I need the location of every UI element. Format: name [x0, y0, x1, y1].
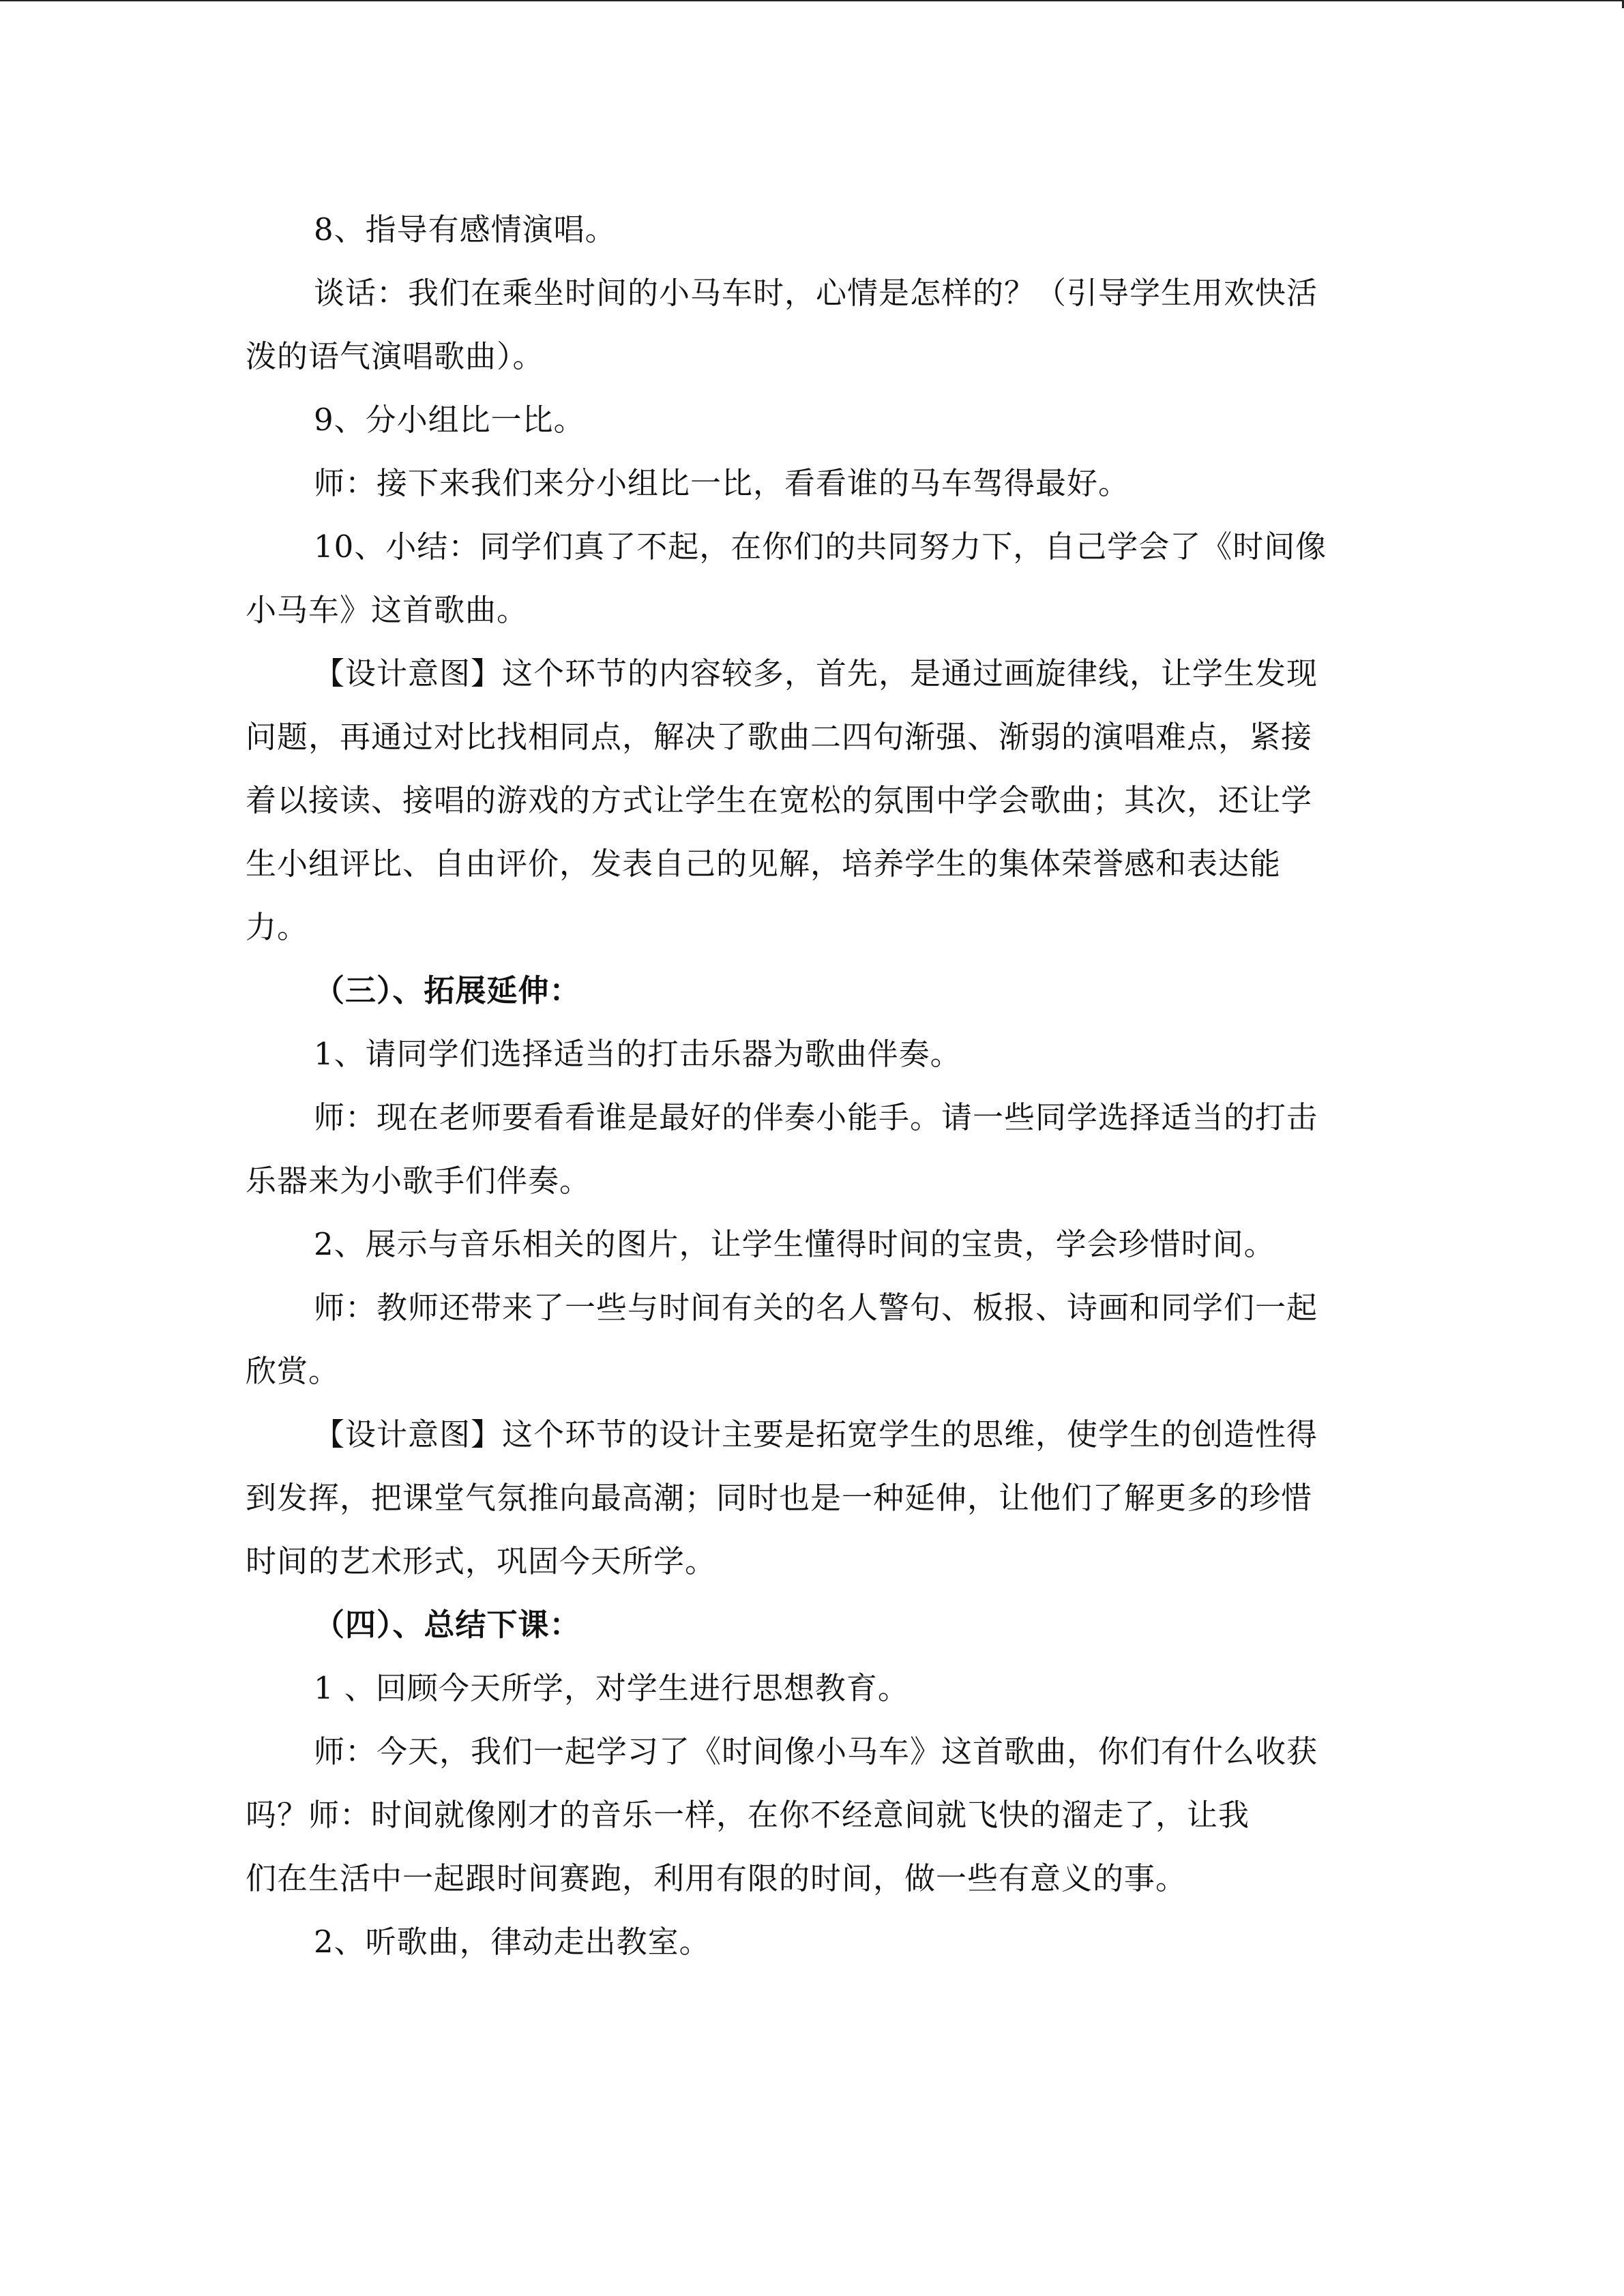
text-line: 1 、回顾今天所学，对学生进行思想教育。	[314, 1670, 909, 1706]
text-line: 师：接下来我们来分小组比一比，看看谁的马车驾得最好。	[314, 465, 1130, 501]
section-heading: （三）、拓展延伸：	[314, 972, 581, 1009]
text-line: 小马车》这首歌曲。	[246, 592, 529, 628]
text-line: 泼的语气演唱歌曲）。	[246, 338, 544, 374]
text-line: 9、分小组比一比。	[314, 402, 585, 438]
text-line: 2、听歌曲，律动走出教室。	[314, 1924, 711, 1960]
text-line: 们在生活中一起跟时间赛跑，利用有限的时间，做一些有意义的事。	[246, 1860, 1187, 1896]
text-line: 1、请同学们选择适当的打击乐器为歌曲伴奏。	[314, 1036, 962, 1072]
text-line: 【设计意图】这个环节的内容较多，首先，是通过画旋律线，让学生发现	[314, 655, 1318, 691]
text-line: 师：现在老师要看看谁是最好的伴奏小能手。请一些同学选择适当的打击	[314, 1099, 1318, 1135]
top-border-line	[0, 0, 1624, 1]
text-line: 8、指导有感情演唱。	[314, 211, 617, 248]
text-line: 10、小结：同学们真了不起，在你们的共同努力下，自己学会了《时间像	[314, 528, 1327, 565]
text-line: 生小组评比、自由评价，发表自己的见解，培养学生的集体荣誉感和表达能	[246, 846, 1282, 882]
text-line: 到发挥，把课堂气氛推向最高潮；同时也是一种延伸，让他们了解更多的珍惜	[246, 1480, 1313, 1516]
text-line: 欣赏。	[246, 1353, 340, 1389]
text-line: 师：教师还带来了一些与时间有关的名人警句、板报、诗画和同学们一起	[314, 1289, 1318, 1326]
document-body	[246, 198, 1371, 1973]
text-line: 2、展示与音乐相关的图片，让学生懂得时间的宝贵，学会珍惜时间。	[314, 1226, 1275, 1262]
text-line: 问题，再通过对比找相同点，解决了歌曲二四句渐强、渐弱的演唱难点，紧接	[246, 719, 1313, 755]
text-line: 师：今天，我们一起学习了《时间像小马车》这首歌曲，你们有什么收获	[314, 1733, 1318, 1770]
text-line: 吗？师：时间就像刚才的音乐一样，在你不经意间就飞快的溜走了，让我	[246, 1797, 1250, 1833]
text-line: 时间的艺术形式，巩固今天所学。	[246, 1543, 717, 1579]
text-line: 谈话：我们在乘坐时间的小马车时，心情是怎样的？（引导学生用欢快活	[314, 275, 1318, 311]
text-line: 乐器来为小歌手们伴奏。	[246, 1163, 591, 1199]
text-line: 力。	[246, 909, 309, 945]
section-heading: （四）、总结下课：	[314, 1607, 581, 1643]
text-line: 【设计意图】这个环节的设计主要是拓宽学生的思维，使学生的创造性得	[314, 1416, 1318, 1452]
text-line: 着以接读、接唱的游戏的方式让学生在宽松的氛围中学会歌曲；其次，还让学	[246, 782, 1313, 818]
